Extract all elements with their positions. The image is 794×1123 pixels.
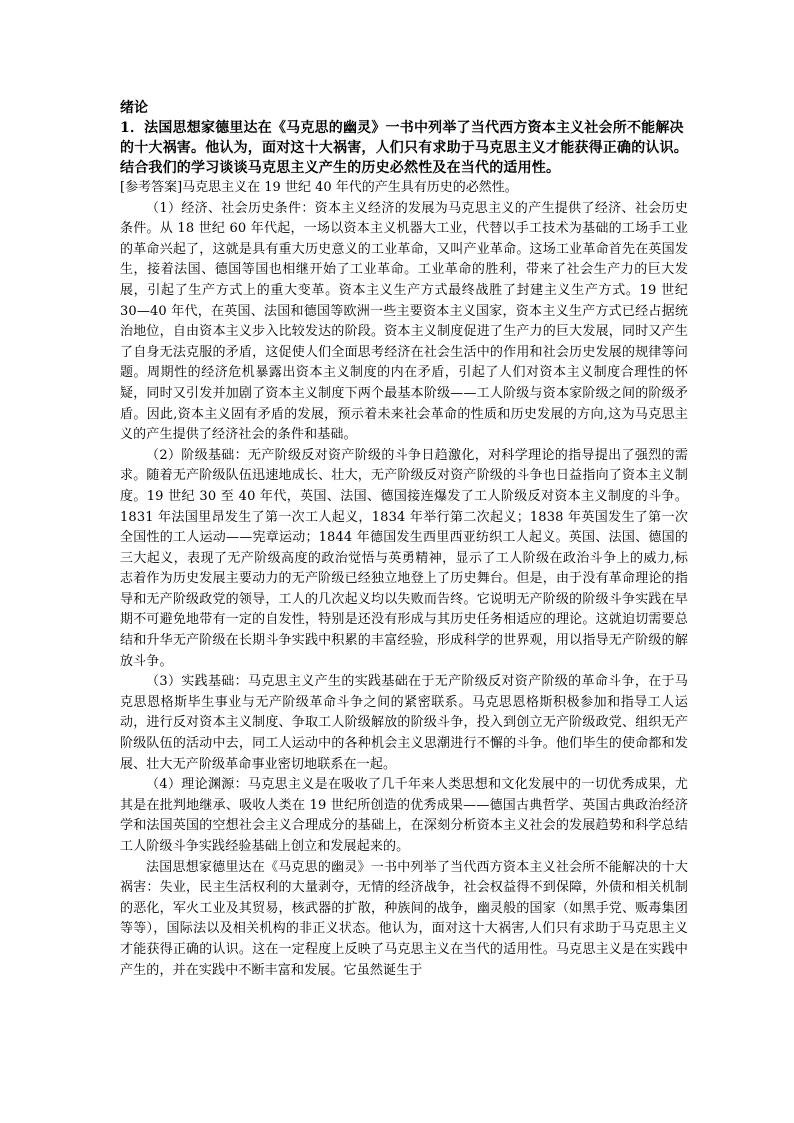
paragraph-class-foundation: （2）阶级基础：无产阶级反对资产阶级的斗争日趋激化，对科学理论的指导提出了强烈的需求。随着无产阶级队伍迅速地成长、壮大，无产阶级反对资产阶级的斗争也日益指向了资本主义制度。19 世纪 30 至 40 年代，英国、法国、德国接连爆发了工人阶级反对资本主义制度的斗争。1831 年法国里昂发生了第一次工人起义，1834 年举行第二次起义；1838 年英国发生了第一次全国性的工人运动——宪章运动；1844 年德国发生西里西亚纺织工人起义。英国、法国、德国的三大起义，表现了无产阶级高度的政治觉悟与英勇精神，显示了工人阶级在政治斗争上的威力,标志着作为历史发展主要动力的无产阶级已经独立地登上了历史舞台。但是，由于没有革命理论的指导和无产阶级政党的领导，工人的几次起义均以失败而告终。它说明无产阶级的阶级斗争实践在早期不可避免地带有一定的自发性，特别是还没有形成与其历史任务相适应的理论。这就迫切需要总结和升华无产阶级在长期斗争实践中积累的丰富经验，形成科学的世界观，用以指导无产阶级的解放斗争。	[120, 447, 688, 669]
paragraph-practical-foundation: （3）实践基础：马克思主义产生的实践基础在于无产阶级反对资产阶级的革命斗争，在于马克思恩格斯毕生事业与无产阶级革命斗争之间的紧密联系。马克思恩格斯积极参加和指导工人运动，进行反对资本主义制度、争取工人阶级解放的阶级斗争，投入到创立无产阶级政党、组织无产阶级队伍的活动中去，同工人运动中的各种机会主义思潮进行不懈的斗争。他们毕生的使命都和发展、壮大无产阶级革命事业密切地联系在一起。	[120, 674, 688, 772]
paragraph-contemporary-applicability: 法国思想家德里达在《马克思的幽灵》一书中列举了当代西方资本主义社会所不能解决的十大祸害：失业，民主生活权利的大量剥夺，无情的经济战争，社会权益得不到保障，外债和相关机制的恶化，军火工业及其贸易，核武器的扩散，种族间的战争，幽灵般的国家（如黑手党、贩毒集团等等），国际法以及相关机构的非正义状态。他认为，面对这十大祸害,人们只有求助于马克思主义才能获得正确的认识。这在一定程度上反映了马克思主义在当代的适用性。马克思主义是在实践中产生的，并在实践中不断丰富和发展。它虽然诞生于	[120, 859, 688, 978]
answer-intro: [参考答案]马克思主义在 19 世纪 40 年代的产生具有历史的必然性。	[120, 180, 518, 195]
question-text: 1．法国思想家德里达在《马克思的幽灵》一书中列举了当代西方资本主义社会所不能解决的十大祸害。他认为，面对这十大祸害，人们只有求助于马克思主义才能获得正确的认识。结合我们的学习谈谈马克思主义产生的历史必然性及在当代的适用性。	[120, 120, 688, 176]
paragraph-theoretical-origins: （4）理论渊源：马克思主义是在吸收了几千年来人类思想和文化发展中的一切优秀成果，尤其是在批判地继承、吸收人类在 19 世纪所创造的优秀成果——德国古典哲学、英国古典政治经济学和法国英国的空想社会主义合理成分的基础上，在深刻分析资本主义社会的发展趋势和科学总结工人阶级斗争实践经验基础上创立和发展起来的。	[120, 777, 688, 854]
paragraph-economic-conditions: （1）经济、社会历史条件：资本主义经济的发展为马克思主义的产生提供了经济、社会历史条件。从 18 世纪 60 年代起，一场以资本主义机器大工业，代替以手工技术为基础的工场手工业的革命兴起了，这就是具有重大历史意义的工业革命，又叫产业革命。这场工业革命首先在英国发生，接着法国、德国等国也相继开始了工业革命。工业革命的胜利，带来了社会生产力的巨大发展，引起了生产方式上的重大变革。资本主义生产方式最终战胜了封建主义生产方式。19 世纪 30—40 年代，在英国、法国和德国等欧洲一些主要资本主义国家，资本主义生产方式已经占据统治地位，自由资本主义步入比较发达的阶段。资本主义制度促进了生产力的巨大发展，同时又产生了自身无法克服的矛盾，这促使人们全面思考经济在社会生活中的作用和社会历史发展的规律等问题。周期性的经济危机暴露出资本主义制度的内在矛盾，引起了人们对资本主义制度合理性的怀疑，同时又引发并加剧了资本主义制度下两个最基本阶级——工人阶级与资本家阶级之间的阶级矛盾。因此,资本主义固有矛盾的发展，预示着未来社会革命的性质和历史发展的方向,这为马克思主义的产生提供了经济社会的条件和基础。	[120, 200, 688, 443]
section-title: 绪论	[120, 100, 148, 116]
